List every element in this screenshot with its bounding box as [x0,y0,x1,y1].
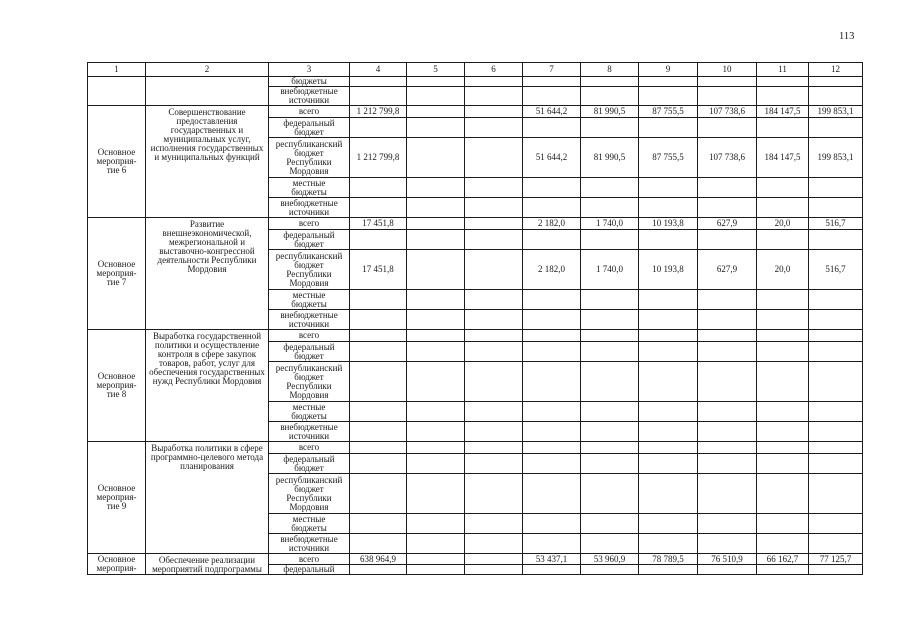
value-cell [757,442,809,454]
funding-source: федеральный бюджет [269,454,350,474]
measure-title: Выработка государственной политики и осуществление контроля в сфере закупок товаров, работ, услуг для обеспечения государственных нужд Республики Мордовия [146,330,269,442]
value-cell [581,230,639,250]
value-cell [639,362,698,402]
value-cell [698,422,757,442]
value-cell [407,554,465,565]
value-cell [407,442,465,454]
value-cell [407,178,465,198]
funding-source: всего [269,554,350,565]
value-cell: 10 193,8 [639,218,698,230]
value-cell [465,118,523,138]
budget-table [87,62,863,575]
value-cell [407,402,465,422]
value-cell [809,474,863,514]
funding-source: местные бюджеты [269,290,350,310]
column-number: 2 [146,63,269,77]
value-cell [757,198,809,218]
funding-source: внебюджетные источники [269,310,350,330]
value-cell [407,138,465,178]
value-cell: 1 740,0 [581,250,639,290]
value-cell [809,290,863,310]
value-cell [639,178,698,198]
value-cell [698,87,757,106]
value-cell [407,514,465,534]
value-cell [809,565,863,575]
value-cell: 627,9 [698,218,757,230]
value-cell: 81 990,5 [581,138,639,178]
value-cell: 77 125,7 [809,554,863,565]
value-cell [581,442,639,454]
value-cell [757,474,809,514]
value-cell [523,362,581,402]
value-cell: 87 755,5 [639,138,698,178]
value-cell: 184 147,5 [757,106,809,118]
value-cell [581,342,639,362]
value-cell [809,422,863,442]
measure-label: Основное мероприя- тие 6 [88,106,146,218]
value-cell [757,454,809,474]
value-cell [581,178,639,198]
value-cell: 2 182,0 [523,250,581,290]
measure-title: Выработка политики в сфере программно-целевого метода планирования [146,442,269,554]
value-cell [350,454,407,474]
value-cell [350,118,407,138]
value-cell [698,178,757,198]
value-cell [581,77,639,87]
value-cell [639,290,698,310]
value-cell [809,310,863,330]
value-cell [465,442,523,454]
value-cell [465,330,523,342]
table-row [88,554,863,565]
value-cell [407,474,465,514]
value-cell [407,534,465,554]
value-cell [698,230,757,250]
table-row [88,218,863,230]
column-number: 8 [581,63,639,77]
value-cell [698,310,757,330]
value-cell [757,290,809,310]
value-cell [581,87,639,106]
funding-source: внебюджетные источники [269,87,350,106]
value-cell: 516,7 [809,250,863,290]
value-cell [465,514,523,534]
value-cell [465,565,523,575]
value-cell: 199 853,1 [809,106,863,118]
value-cell [698,77,757,87]
value-cell [350,514,407,534]
value-cell [350,474,407,514]
value-cell: 184 147,5 [757,138,809,178]
funding-source: федеральный бюджет [269,230,350,250]
value-cell: 17 451,8 [350,250,407,290]
funding-source: местные бюджеты [269,402,350,422]
value-cell [407,198,465,218]
value-cell [581,514,639,534]
value-cell: 20,0 [757,250,809,290]
value-cell [639,514,698,534]
value-cell [523,178,581,198]
table-row [88,77,863,87]
table-row [88,330,863,342]
measure-label [88,77,146,106]
value-cell [809,330,863,342]
value-cell [407,454,465,474]
measure-label: Основное мероприя- тие 9 [88,442,146,554]
value-cell [465,106,523,118]
value-cell [407,250,465,290]
value-cell [407,106,465,118]
funding-source: республиканский бюджет Республики Мордовия [269,362,350,402]
value-cell [639,342,698,362]
value-cell [809,77,863,87]
measure-title [146,77,269,106]
value-cell [639,77,698,87]
value-cell [698,118,757,138]
value-cell: 53 960,9 [581,554,639,565]
value-cell [639,454,698,474]
value-cell [639,87,698,106]
value-cell [407,77,465,87]
value-cell [523,534,581,554]
value-cell [809,230,863,250]
value-cell [809,362,863,402]
value-cell [523,565,581,575]
value-cell [698,565,757,575]
value-cell [698,330,757,342]
value-cell [581,310,639,330]
column-number: 5 [407,63,465,77]
value-cell [465,87,523,106]
value-cell [407,330,465,342]
value-cell [523,442,581,454]
value-cell [350,342,407,362]
value-cell [350,290,407,310]
value-cell [757,402,809,422]
value-cell [350,565,407,575]
value-cell [757,230,809,250]
value-cell [350,198,407,218]
funding-source: республиканский бюджет Республики Мордовия [269,250,350,290]
value-cell [581,402,639,422]
column-number-row [88,63,863,77]
value-cell [639,230,698,250]
value-cell: 107 738,6 [698,106,757,118]
value-cell [407,118,465,138]
column-number: 12 [809,63,863,77]
value-cell [407,290,465,310]
table-row [88,442,863,454]
value-cell [407,362,465,402]
value-cell [523,77,581,87]
value-cell [757,330,809,342]
value-cell [757,118,809,138]
value-cell [809,534,863,554]
value-cell [698,402,757,422]
value-cell [523,87,581,106]
value-cell [639,534,698,554]
value-cell [465,342,523,362]
column-number: 1 [88,63,146,77]
value-cell [523,310,581,330]
value-cell [350,442,407,454]
value-cell [757,362,809,402]
value-cell [350,362,407,402]
value-cell [809,118,863,138]
value-cell [581,198,639,218]
value-cell [465,310,523,330]
value-cell [523,514,581,534]
value-cell [465,474,523,514]
value-cell [639,422,698,442]
funding-source: федеральный [269,565,350,575]
value-cell [757,87,809,106]
value-cell [465,362,523,402]
value-cell [757,178,809,198]
value-cell [350,310,407,330]
value-cell [523,402,581,422]
value-cell [407,87,465,106]
value-cell [639,118,698,138]
value-cell [350,534,407,554]
value-cell [581,330,639,342]
value-cell [407,230,465,250]
funding-source: федеральный бюджет [269,342,350,362]
value-cell [350,87,407,106]
value-cell: 66 162,7 [757,554,809,565]
value-cell [698,534,757,554]
value-cell [350,422,407,442]
value-cell [465,138,523,178]
value-cell [523,422,581,442]
funding-source: федеральный бюджет [269,118,350,138]
value-cell [809,402,863,422]
value-cell: 87 755,5 [639,106,698,118]
value-cell [757,565,809,575]
column-number: 10 [698,63,757,77]
funding-source: внебюджетные источники [269,198,350,218]
value-cell: 1 212 799,8 [350,138,407,178]
value-cell: 51 644,2 [523,138,581,178]
value-cell [809,514,863,534]
funding-source: местные бюджеты [269,178,350,198]
value-cell [407,310,465,330]
value-cell [639,565,698,575]
funding-source: республиканский бюджет Республики Мордовия [269,474,350,514]
value-cell [757,310,809,330]
value-cell [523,474,581,514]
value-cell [465,554,523,565]
value-cell [465,178,523,198]
funding-source: всего [269,218,350,230]
value-cell [350,402,407,422]
value-cell [465,230,523,250]
value-cell: 107 738,6 [698,138,757,178]
value-cell [698,342,757,362]
value-cell [581,565,639,575]
value-cell [698,454,757,474]
value-cell [581,474,639,514]
value-cell [698,474,757,514]
value-cell [581,534,639,554]
value-cell [809,87,863,106]
value-cell [757,77,809,87]
value-cell [350,330,407,342]
measure-title: Развитие внешнеэкономической, межрегиональной и выставочно-конгрессной деятельности Республики Мордовия [146,218,269,330]
value-cell [465,290,523,310]
funding-source: республиканский бюджет Республики Мордовия [269,138,350,178]
value-cell [581,422,639,442]
value-cell [465,402,523,422]
funding-source: всего [269,106,350,118]
column-number: 6 [465,63,523,77]
value-cell [639,442,698,454]
value-cell: 638 964,9 [350,554,407,565]
value-cell [465,218,523,230]
value-cell [465,250,523,290]
funding-source: всего [269,442,350,454]
value-cell [465,77,523,87]
value-cell [639,474,698,514]
value-cell [350,77,407,87]
value-cell [407,565,465,575]
value-cell [809,198,863,218]
value-cell: 17 451,8 [350,218,407,230]
value-cell: 78 789,5 [639,554,698,565]
value-cell [757,422,809,442]
value-cell: 81 990,5 [581,106,639,118]
value-cell [698,198,757,218]
funding-source: внебюджетные источники [269,534,350,554]
value-cell [465,454,523,474]
funding-source: бюджеты [269,77,350,87]
value-cell [698,290,757,310]
value-cell [698,514,757,534]
column-number: 4 [350,63,407,77]
value-cell [639,402,698,422]
value-cell [350,178,407,198]
funding-source: внебюджетные источники [269,422,350,442]
value-cell: 627,9 [698,250,757,290]
value-cell [581,118,639,138]
column-number: 11 [757,63,809,77]
column-number: 9 [639,63,698,77]
column-number: 3 [269,63,350,77]
value-cell [523,118,581,138]
value-cell: 20,0 [757,218,809,230]
measure-label: Основное мероприя- тие 7 [88,218,146,330]
value-cell [581,290,639,310]
table-row [88,106,863,118]
measure-label: Основное мероприя- [88,554,146,575]
value-cell [698,442,757,454]
value-cell: 199 853,1 [809,138,863,178]
value-cell [523,330,581,342]
value-cell [809,454,863,474]
value-cell [809,442,863,454]
measure-title: Совершенствование предоставления государственных и муниципальных услуг, исполнения государственных и муниципальных функций [146,106,269,218]
value-cell [523,198,581,218]
value-cell [809,178,863,198]
value-cell [523,290,581,310]
value-cell [407,218,465,230]
budget-table-body [88,63,863,575]
value-cell: 1 212 799,8 [350,106,407,118]
value-cell [639,310,698,330]
value-cell [465,422,523,442]
value-cell [757,342,809,362]
measure-label: Основное мероприя- тие 8 [88,330,146,442]
value-cell [581,454,639,474]
value-cell [523,230,581,250]
value-cell: 10 193,8 [639,250,698,290]
value-cell [581,362,639,402]
value-cell [639,198,698,218]
value-cell [407,342,465,362]
value-cell [639,330,698,342]
value-cell: 76 510,9 [698,554,757,565]
funding-source: местные бюджеты [269,514,350,534]
value-cell: 1 740,0 [581,218,639,230]
value-cell: 2 182,0 [523,218,581,230]
value-cell: 53 437,1 [523,554,581,565]
value-cell [350,230,407,250]
value-cell [465,198,523,218]
value-cell: 51 644,2 [523,106,581,118]
value-cell [698,362,757,402]
value-cell [809,342,863,362]
measure-title: Обеспечение реализации мероприятий подпрограммы [146,554,269,575]
value-cell [465,534,523,554]
funding-source: всего [269,330,350,342]
value-cell [523,454,581,474]
value-cell [757,534,809,554]
page-number: 113 [839,31,855,42]
value-cell: 516,7 [809,218,863,230]
column-number: 7 [523,63,581,77]
value-cell [757,514,809,534]
value-cell [407,422,465,442]
value-cell [523,342,581,362]
